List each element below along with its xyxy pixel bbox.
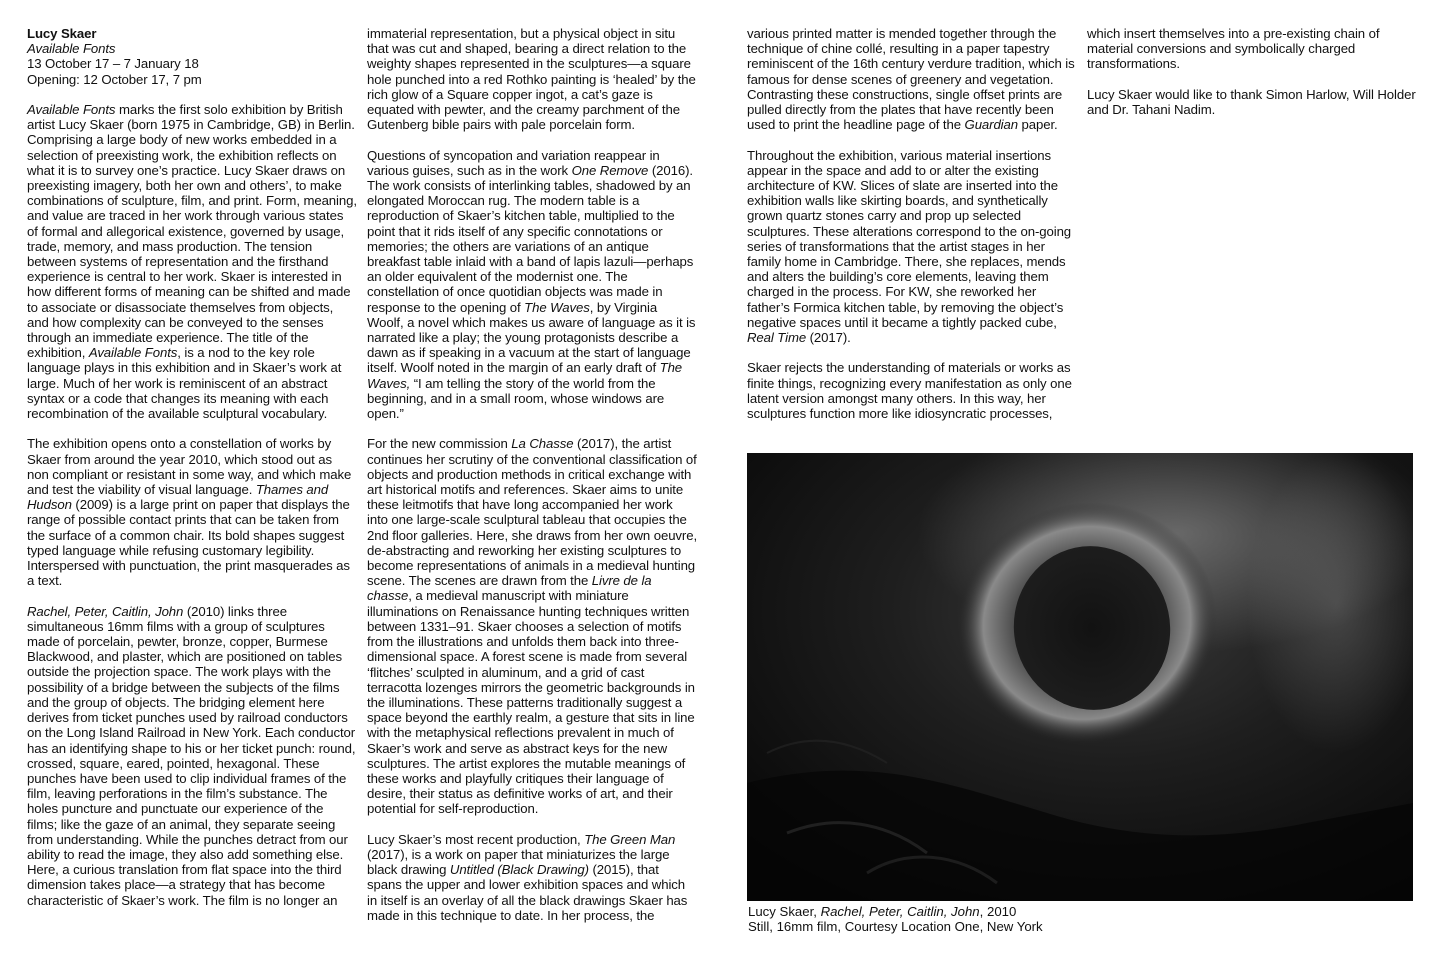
body-paragraph-5 — [367, 436, 697, 816]
opening-info: Opening: 12 October 17, 7 pm — [27, 71, 202, 87]
body-paragraph-6 — [367, 832, 697, 923]
paragraph-text: Lucy Skaer would like to thank Simon Harlow, Will Holder and Dr. Tahani Nadim. — [1087, 86, 1416, 117]
header-block — [27, 26, 357, 87]
column-2-body — [367, 26, 697, 923]
paragraph-text: Guardian — [964, 117, 1018, 133]
paragraph-text: (2017). — [806, 330, 851, 346]
paragraph-text: The exhibition opens onto a constellation of works by Skaer from around the year 2010, which stood out as non compliant or resistant in some way, and which make and test the viability of visual language. — [27, 436, 352, 498]
paragraph-text: (2017), the artist continues her scrutiny of the conventional classification of objects and production methods in critical exchange with art historical motifs and references. Skaer aims to unite these leitmotifs that have long accompanied her work into one large-scale sculptural tableau that occupies the 2nd floor galleries. Here, she draws from her own oeuvre, de-abstracting and reworking her existing sculptures to become representations of animals in a medieval hunting scene. The scenes are drawn from the — [367, 436, 698, 589]
paragraph-text: The Green Man — [584, 831, 676, 847]
paragraph-text: La Chasse — [511, 436, 574, 452]
paragraph-text: (2010) links three simultaneous 16mm films with a group of sculptures made of porcelain, pewter, bronze, copper, Burmese Blackwood, and plaster, which are positioned on tables outside the projection space. The work plays with the possibility of a bridge between the subjects of the films and the group of objects. The bridging element here derives from ticket punches used by railroad conductors on the Long Island Railroad in New York. Each conductor has an identifying shape to his or her ticket punch: round, crossed, square, eared, pointed, hexagonal. These punches have been used to clip individual frames of the film, leaving perforations in the film’s substance. The holes puncture and punctuate our experience of the films; like the gaze of an animal, they separate seeing from understanding. While the punches detract from our ability to read the image, they also add something else. Here, a curious translation from flat space into the third dimension takes place—a strategy that has become characteristic of Skaer’s work. The film is no longer an — [27, 603, 356, 908]
paragraph-text: Real Time — [747, 330, 807, 346]
paragraph-text: Available Fonts — [88, 345, 178, 361]
caption-line-1: Lucy Skaer, Rachel, Peter, Caitlin, John, 2010 — [748, 904, 1017, 919]
column-1 — [27, 26, 357, 908]
paragraph-text: Throughout the exhibition, various material insertions appear in the space and add to or alter the existing architecture of KW. Slices of slate are inserted into the exhibition walls like skirting boards, and synthetically grown quartz stones carry and prop up selected sculptures. These alterations correspond to the on-going series of transformations that the artist stages in her family home in Cambridge. There, she replaces, mends and alters the building’s core elements, leaving them charged in the process. For KW, she reworked her father’s Formica kitchen table, by removing the object’s negative spaces until it became a tightly packed cube, — [747, 147, 1072, 330]
body-paragraph-6 — [747, 26, 1077, 132]
caption-line-2: Still, 16mm film, Courtesy Location One, New York — [748, 919, 1043, 935]
paragraph-text: One Remove — [571, 162, 649, 178]
exhibition-title: Available Fonts — [27, 41, 116, 57]
body-paragraph-8 — [747, 360, 1077, 421]
paragraph-text: Available Fonts — [27, 102, 116, 117]
paragraph-text: Questions of syncopation and variation reappear in various guises, such as in the work — [367, 147, 660, 178]
column-4 — [1087, 26, 1417, 132]
column-3 — [747, 26, 1077, 421]
paragraph-text: (2017), is a work on paper that miniaturizes the large black drawing — [367, 846, 670, 878]
artist-name: Lucy Skaer — [27, 26, 97, 41]
figure-caption — [748, 904, 1408, 934]
body-paragraph-1 — [27, 102, 357, 421]
paragraph-text: (2015), that spans the upper and lower exhibition spaces and which in itself is an overlay of all the black drawings Skaer has made in this technique to date. In her process, the — [367, 862, 688, 923]
paragraph-text: The Waves — [524, 299, 590, 315]
eye-closeup-graphic — [747, 453, 1413, 901]
paragraph-text: (2009) is a large print on paper that displays the range of possible contact prints that can be taken from the surface of a common chair. Its bold shapes suggest typed language while refusing customary legibility. Interspersed with punctuation, the print masquerades as a text. — [27, 497, 350, 589]
film-still-image — [747, 453, 1413, 901]
paragraph-text: which insert themselves into a pre-existing chain of material conversions and symbolically charged transformations. — [1087, 26, 1380, 72]
paragraph-text: immaterial representation, but a physical object in situ that was cut and shaped, bearing a direct relation to the weighty shapes represented in the sculptures—a square hole punched into a red Rothko painting is ‘healed’ by the rich glow of a Square copper ingot, a cat’s gaze is equated with pewter, and the creamy parchment of the Gutenberg bible pairs with pale porcelain form. — [367, 26, 696, 133]
column-2 — [367, 26, 697, 923]
body-paragraph-4 — [367, 148, 697, 422]
paragraph-text: The Waves, — [367, 360, 683, 391]
paragraph-text: paper. — [1017, 117, 1058, 133]
body-paragraph-7 — [747, 148, 1077, 346]
body-paragraph-3 — [367, 26, 697, 132]
paragraph-text: Skaer rejects the understanding of materials or works as finite things, recognizing every manifestation as only one latent version amongst many others. In this way, her sculptures function more like idiosyncratic processes, — [747, 360, 1072, 422]
paragraph-text: Untitled (Black Drawing) — [449, 862, 589, 878]
exhibition-dates: 13 October 17 – 7 January 18 — [27, 56, 199, 72]
paragraph-text: Lucy Skaer’s most recent production, — [367, 831, 585, 847]
paragraph-text: , by Virginia Woolf, a novel which makes us aware of language as it is narrated like a play; the young protagonists describe a dawn as if speaking in a vacuum at the start of language itself. Woolf noted in the margin of an early draft of — [367, 299, 696, 376]
body-paragraph-2 — [27, 436, 357, 588]
paragraph-text: marks the first solo exhibition by British artist Lucy Skaer (born 1975 in Cambridge, GB) in Berlin. Comprising a large body of new works embedded in a selection of preexisting work, the exhibition reflects on what it is to survey one’s practice. Lucy Skaer draws on preexisting imagery, both her own and others’, to make combinations of sculpture, film, and print. Form, meaning, and value are traced in her work through various states of formal and allegorical existence, governed by usage, trade, memory, and mass production. The tension between systems of representation and the firsthand experience is central to her work. Skaer is interested in how different forms of meaning can be shifted and made to associate or disassociate themselves from objects, and how complexity can be conveyed to the senses through an immediate experience. The title of the exhibition, — [27, 102, 357, 361]
body-paragraph-3 — [27, 604, 357, 908]
paragraph-text: , is a nod to the key role language plays in this exhibition and in Skaer’s work at large. Much of her work is reminiscent of an abstract syntax or a code that changes its meaning with each recombination of the available sculptural vocabulary. — [27, 345, 342, 422]
body-paragraph-8 — [1087, 26, 1417, 72]
paragraph-text: Rachel, Peter, Caitlin, John — [27, 603, 184, 619]
body-paragraph-9 — [1087, 87, 1417, 117]
paragraph-text: For the new commission — [367, 436, 512, 452]
paragraph-text: Livre de la chasse — [367, 573, 652, 604]
paragraph-text: (2016). The work consists of interlinking tables, shadowed by an elongated Moroccan rug. The modern table is a reproduction of Skaer’s kitchen table, multiplied to the point that it rids itself of any specific connotations or memories; the others are variations of an antique breakfast table inlaid with a band of lapis lazuli—perhaps an older equivalent of the modernist one. The constellation of once quotidian objects was made in response to the opening of — [367, 162, 694, 315]
column-4-body — [1087, 26, 1417, 117]
paragraph-text: , a medieval manuscript with miniature illuminations on Renaissance hunting techniques written between 1331–91. Skaer chooses a selection of motifs from the illustrations and unfolds them back into three-dimensional space. A forest scene is made from several ‘flitches’ sculpted in aluminum, and a grid of cast terracotta lozenges mirrors the geometric backgrounds in the illuminations. These patterns traditionally suggest a space beyond the earthly realm, a gesture that sits in line with the metaphysical reflections prevalent in much of Skaer’s work and serve as abstract keys for the new sculptures. The artist explores the mutable meanings of these works and playfully critiques their language of desire, their status as definitive works of art, and their potential for self-reproduction. — [367, 588, 695, 817]
paragraph-text: Thames and Hudson — [27, 482, 329, 513]
column-3-body — [747, 26, 1077, 421]
column-1-body — [27, 102, 357, 908]
paragraph-text: “I am telling the story of the world from the beginning, and in a small room, whose windows are open.” — [367, 375, 665, 422]
paragraph-text: various printed matter is mended together through the technique of chine collé, resulting in a paper tapestry reminiscent of the 16th century verdure tradition, which is famous for dense scenes of greenery and vegetation. Contrasting these constructions, single offset prints are pulled directly from the plates that have recently been used to print the headline page of the — [747, 26, 1075, 133]
